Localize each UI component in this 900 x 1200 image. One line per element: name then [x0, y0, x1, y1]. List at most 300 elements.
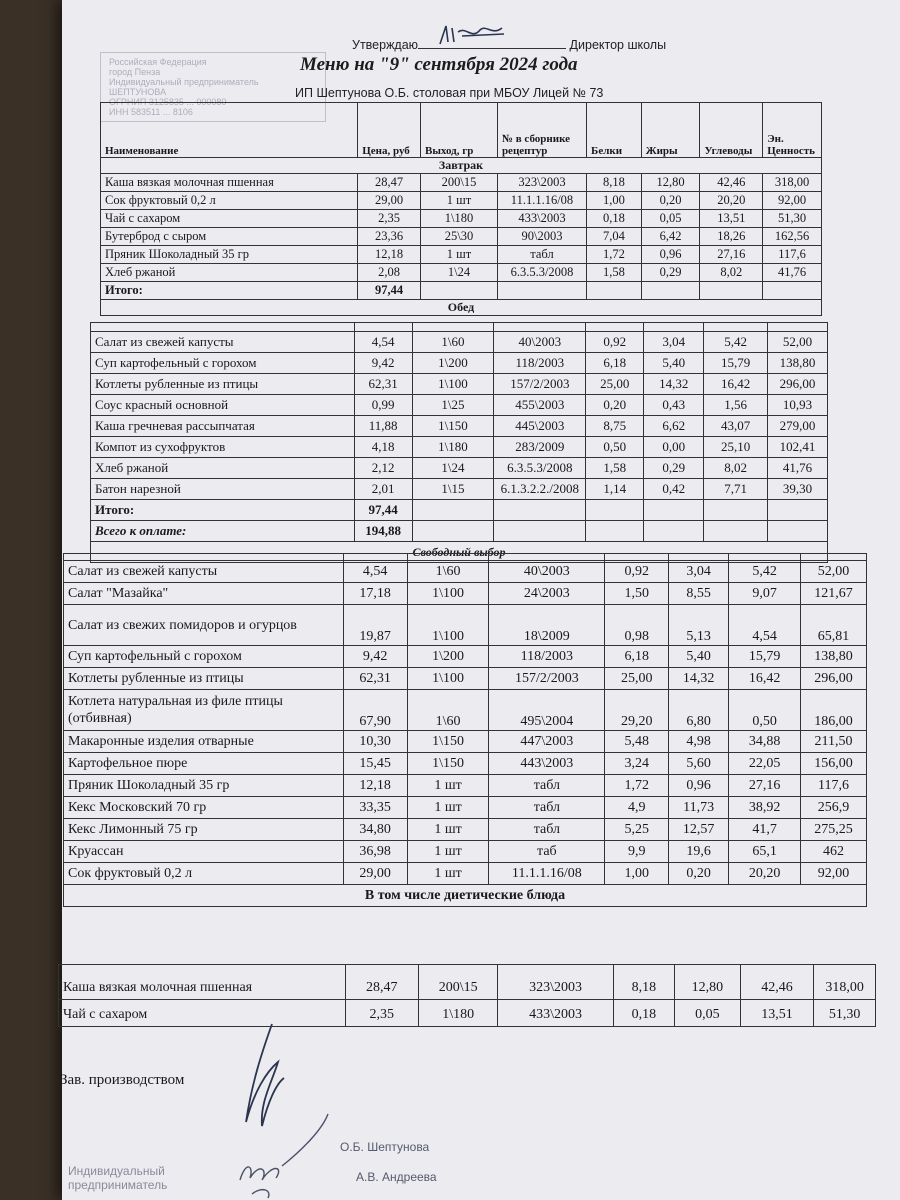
- dish-value: 29,20: [605, 690, 669, 731]
- dish-value: 11.1.1.16/08: [497, 192, 586, 210]
- dish-value: 8,18: [613, 965, 675, 1000]
- dish-value: 0,92: [586, 332, 644, 353]
- dish-value: 0,98: [605, 605, 669, 646]
- dish-value: 9,07: [729, 583, 801, 605]
- dish-value: 28,47: [358, 174, 421, 192]
- name-sheptunova: О.Б. Шептунова: [340, 1140, 430, 1154]
- table-row: [91, 437, 828, 458]
- dish-value: 23,36: [358, 228, 421, 246]
- total-label: Всего к оплате:: [91, 521, 355, 542]
- dish-value: 6,18: [605, 646, 669, 668]
- dish-value: 1\150: [412, 416, 494, 437]
- spacer-row: [91, 323, 828, 332]
- dish-value: 318,00: [814, 965, 876, 1000]
- empty-cell: [644, 521, 704, 542]
- empty-cell: [704, 500, 768, 521]
- dish-value: 13,51: [740, 1000, 813, 1027]
- dish-value: 15,45: [343, 753, 407, 775]
- dish-value: 1 шт: [407, 841, 489, 863]
- dish-value: 0,50: [586, 437, 644, 458]
- dish-value: 0,18: [613, 1000, 675, 1027]
- dish-value: 6,18: [586, 353, 644, 374]
- empty-cell: [700, 282, 763, 300]
- dish-value: 323\2003: [497, 174, 586, 192]
- dish-value: 162,56: [763, 228, 822, 246]
- dish-value: 5,42: [704, 332, 768, 353]
- dish-value: 275,25: [801, 819, 867, 841]
- dish-name: Салат "Мазайка": [64, 583, 344, 605]
- dish-value: 1\150: [407, 753, 489, 775]
- dish-value: 4,54: [343, 561, 407, 583]
- dish-value: 52,00: [801, 561, 867, 583]
- section-diet-label: В том числе диетические блюда: [64, 885, 867, 907]
- table-row: [101, 228, 822, 246]
- dish-value: 1\60: [412, 332, 494, 353]
- stamp-text: Российская Федерация: [109, 57, 207, 67]
- dish-value: 38,92: [729, 797, 801, 819]
- empty-cell: [763, 282, 822, 300]
- dish-value: 117,6: [801, 775, 867, 797]
- free-choice-table: [63, 553, 867, 907]
- dish-value: 433\2003: [498, 1000, 613, 1027]
- dish-value: 447\2003: [489, 731, 605, 753]
- dish-value: 10,93: [768, 395, 828, 416]
- dish-name: Котлеты рубленные из птицы: [64, 668, 344, 690]
- dish-value: 1\100: [407, 668, 489, 690]
- dish-value: 4,98: [669, 731, 729, 753]
- dish-value: 1\100: [407, 583, 489, 605]
- dish-value: 118/2003: [489, 646, 605, 668]
- table-row: [64, 819, 867, 841]
- dish-value: 41,76: [768, 458, 828, 479]
- dish-value: 118/2003: [494, 353, 586, 374]
- dish-value: 2,01: [354, 479, 412, 500]
- dish-value: 40\2003: [494, 332, 586, 353]
- dish-value: 65,81: [801, 605, 867, 646]
- dish-value: 1\25: [412, 395, 494, 416]
- dish-value: 121,67: [801, 583, 867, 605]
- dish-value: табл: [489, 797, 605, 819]
- dish-value: 296,00: [768, 374, 828, 395]
- dish-value: 138,80: [801, 646, 867, 668]
- dish-value: табл: [489, 775, 605, 797]
- dish-value: 102,41: [768, 437, 828, 458]
- dish-name: Каша вязкая молочная пшенная: [59, 965, 346, 1000]
- dish-value: 11,73: [669, 797, 729, 819]
- dish-value: 4,9: [605, 797, 669, 819]
- dish-value: 17,18: [343, 583, 407, 605]
- dish-value: 34,88: [729, 731, 801, 753]
- dish-value: 5,40: [644, 353, 704, 374]
- dish-value: 211,50: [801, 731, 867, 753]
- dish-value: 0,99: [354, 395, 412, 416]
- table-row: [91, 353, 828, 374]
- dish-value: 1,72: [587, 246, 642, 264]
- dish-value: 19,6: [669, 841, 729, 863]
- dish-name: Котлеты рубленные из птицы: [91, 374, 355, 395]
- total-label: Итого:: [91, 500, 355, 521]
- dish-value: 2,35: [345, 1000, 418, 1027]
- dish-name: Хлеб ржаной: [91, 458, 355, 479]
- dish-value: 9,42: [343, 646, 407, 668]
- total-label: Итого:: [101, 282, 358, 300]
- dish-value: 0,18: [587, 210, 642, 228]
- dish-value: 1 шт: [420, 246, 497, 264]
- table-row: [101, 174, 822, 192]
- dish-value: 318,00: [763, 174, 822, 192]
- table-row: [64, 646, 867, 668]
- dish-value: 296,00: [801, 668, 867, 690]
- dish-name: Сок фруктовый 0,2 л: [101, 192, 358, 210]
- dish-name: Чай с сахаром: [59, 1000, 346, 1027]
- director-signature: [432, 22, 512, 48]
- dish-value: 1,56: [704, 395, 768, 416]
- total-value: 97,44: [358, 282, 421, 300]
- dish-value: 90\2003: [497, 228, 586, 246]
- dish-value: таб: [489, 841, 605, 863]
- dish-value: табл: [489, 819, 605, 841]
- dish-value: 25,00: [586, 374, 644, 395]
- dish-value: 1,72: [605, 775, 669, 797]
- dish-value: 11.1.1.16/08: [489, 863, 605, 885]
- stamp-text: ИНН 583511 ... 8106: [109, 107, 193, 117]
- dish-value: 41,7: [729, 819, 801, 841]
- empty-cell: [586, 500, 644, 521]
- dish-value: 0,50: [729, 690, 801, 731]
- dish-value: 15,79: [704, 353, 768, 374]
- dish-value: 1\200: [407, 646, 489, 668]
- table-row: [91, 374, 828, 395]
- dish-value: 40\2003: [489, 561, 605, 583]
- dish-value: 27,16: [700, 246, 763, 264]
- table-row: [59, 965, 876, 1000]
- dish-name: Салат из свежей капусты: [64, 561, 344, 583]
- dish-value: 157/2/2003: [494, 374, 586, 395]
- dish-value: 0,92: [605, 561, 669, 583]
- dish-name: Чай с сахаром: [101, 210, 358, 228]
- table-row: [64, 668, 867, 690]
- dish-value: 62,31: [343, 668, 407, 690]
- dish-value: 462: [801, 841, 867, 863]
- dish-name: Соус красный основной: [91, 395, 355, 416]
- dish-name: Каша гречневая рассыпчатая: [91, 416, 355, 437]
- empty-cell: [420, 282, 497, 300]
- lunch-table: [90, 322, 828, 563]
- dish-name: Каша вязкая молочная пшенная: [101, 174, 358, 192]
- dish-value: 157/2/2003: [489, 668, 605, 690]
- dish-value: 14,32: [669, 668, 729, 690]
- dish-value: 62,31: [354, 374, 412, 395]
- dish-value: 279,00: [768, 416, 828, 437]
- dish-name: Батон нарезной: [91, 479, 355, 500]
- table-row: [64, 863, 867, 885]
- dish-value: 1 шт: [407, 775, 489, 797]
- dish-value: 27,16: [729, 775, 801, 797]
- dish-name: Кекс Лимонный 75 гр: [64, 819, 344, 841]
- dish-value: 10,30: [343, 731, 407, 753]
- table-row: [91, 332, 828, 353]
- dish-value: 15,79: [729, 646, 801, 668]
- signature-line: [418, 38, 566, 49]
- dish-value: 8,02: [700, 264, 763, 282]
- breakfast-table: [100, 102, 822, 316]
- dish-value: 12,18: [343, 775, 407, 797]
- dish-value: 29,00: [343, 863, 407, 885]
- dish-value: 6,42: [641, 228, 700, 246]
- dish-value: 36,98: [343, 841, 407, 863]
- dish-name: Картофельное пюре: [64, 753, 344, 775]
- dish-value: 283/2009: [494, 437, 586, 458]
- dish-value: 11,88: [354, 416, 412, 437]
- dish-value: 41,76: [763, 264, 822, 282]
- dish-value: 1,50: [605, 583, 669, 605]
- dish-value: 1\180: [420, 210, 497, 228]
- dish-value: 2,08: [358, 264, 421, 282]
- dish-value: 445\2003: [494, 416, 586, 437]
- menu-title: Меню на "9" сентября 2024 года: [300, 54, 578, 75]
- dish-value: 18,26: [700, 228, 763, 246]
- column-header: Эн. Ценность: [763, 103, 822, 158]
- dish-value: 5,40: [669, 646, 729, 668]
- dish-value: 1\100: [412, 374, 494, 395]
- total-row: [91, 521, 828, 542]
- spacer-row: [64, 554, 867, 561]
- dish-value: 1\60: [407, 561, 489, 583]
- dish-value: 29,00: [358, 192, 421, 210]
- dish-name: Сок фруктовый 0,2 л: [64, 863, 344, 885]
- menu-subtitle: ИП Шептунова О.Б. столовая при МБОУ Лицей № 73: [295, 86, 604, 100]
- dish-value: 1\24: [412, 458, 494, 479]
- table-row: [101, 210, 822, 228]
- dish-value: 24\2003: [489, 583, 605, 605]
- section-free-choice-label: Свободный выбор: [91, 542, 828, 563]
- dish-value: 8,18: [587, 174, 642, 192]
- dish-name: Пряник Шоколадный 35 гр: [64, 775, 344, 797]
- table-row: [64, 583, 867, 605]
- dish-value: 1,00: [587, 192, 642, 210]
- dish-value: 3,24: [605, 753, 669, 775]
- dish-value: 34,80: [343, 819, 407, 841]
- dish-value: 0,20: [669, 863, 729, 885]
- dish-value: 4,18: [354, 437, 412, 458]
- dish-name: Макаронные изделия отварные: [64, 731, 344, 753]
- dish-value: 5,60: [669, 753, 729, 775]
- stamp-text: Индивидуальный предприниматель: [109, 77, 259, 87]
- dish-value: 1\24: [420, 264, 497, 282]
- dish-value: 1,58: [587, 264, 642, 282]
- dish-value: 16,42: [729, 668, 801, 690]
- dish-value: 8,55: [669, 583, 729, 605]
- dish-value: 5,48: [605, 731, 669, 753]
- dish-value: 16,42: [704, 374, 768, 395]
- total-value: 194,88: [354, 521, 412, 542]
- column-header: № в сборнике рецептур: [497, 103, 586, 158]
- name-andreeva: А.В. Андреева: [356, 1170, 437, 1184]
- dish-value: 8,75: [586, 416, 644, 437]
- dish-value: 2,35: [358, 210, 421, 228]
- dish-value: 7,04: [587, 228, 642, 246]
- table-row: [64, 753, 867, 775]
- empty-cell: [768, 521, 828, 542]
- dish-value: 1 шт: [420, 192, 497, 210]
- dish-value: 9,42: [354, 353, 412, 374]
- column-header: Углеводы: [700, 103, 763, 158]
- entrepreneur-label: Индивидуальный предприниматель: [68, 1164, 168, 1192]
- dish-value: 14,32: [644, 374, 704, 395]
- table-row: [64, 731, 867, 753]
- dish-name: Суп картофельный с горохом: [91, 353, 355, 374]
- dish-value: 18\2009: [489, 605, 605, 646]
- dish-value: 67,90: [343, 690, 407, 731]
- dish-value: 25,00: [605, 668, 669, 690]
- empty-cell: [586, 521, 644, 542]
- dish-value: 1\150: [407, 731, 489, 753]
- dish-value: 6.3.5.3/2008: [494, 458, 586, 479]
- stamp-text: ОГРНИП 3125835 ... 000080: [109, 97, 227, 107]
- dish-value: 1,58: [586, 458, 644, 479]
- dish-value: 12,80: [641, 174, 700, 192]
- dish-value: 156,00: [801, 753, 867, 775]
- dish-value: 0,43: [644, 395, 704, 416]
- dish-value: 42,46: [740, 965, 813, 1000]
- dish-value: табл: [497, 246, 586, 264]
- dish-value: 0,20: [586, 395, 644, 416]
- dish-value: 1\100: [407, 605, 489, 646]
- dish-value: 22,05: [729, 753, 801, 775]
- dish-value: 6,62: [644, 416, 704, 437]
- dish-value: 1\180: [419, 1000, 498, 1027]
- dish-value: 0,05: [675, 1000, 741, 1027]
- dish-value: 20,20: [729, 863, 801, 885]
- dish-value: 92,00: [801, 863, 867, 885]
- column-header: Белки: [587, 103, 642, 158]
- dish-value: 2,12: [354, 458, 412, 479]
- table-row: [59, 1000, 876, 1027]
- total-row: [101, 282, 822, 300]
- dish-value: 25,10: [704, 437, 768, 458]
- empty-cell: [494, 521, 586, 542]
- table-row: [91, 395, 828, 416]
- table-row: [64, 561, 867, 583]
- dish-value: 65,1: [729, 841, 801, 863]
- dish-value: 1\15: [412, 479, 494, 500]
- dish-value: 0,05: [641, 210, 700, 228]
- dish-value: 1\60: [407, 690, 489, 731]
- column-header: Цена, руб: [358, 103, 421, 158]
- dish-value: 20,20: [700, 192, 763, 210]
- dish-value: 43,07: [704, 416, 768, 437]
- column-header: Наименование: [101, 103, 358, 158]
- dish-value: 443\2003: [489, 753, 605, 775]
- dish-value: 12,18: [358, 246, 421, 264]
- empty-cell: [412, 500, 494, 521]
- dish-value: 0,29: [641, 264, 700, 282]
- dish-value: 5,25: [605, 819, 669, 841]
- dish-name: Суп картофельный с горохом: [64, 646, 344, 668]
- dish-value: 28,47: [345, 965, 418, 1000]
- production-manager-label: Зав. производством: [60, 1072, 185, 1088]
- column-header-row: [101, 103, 822, 158]
- stamp-text: город Пенза: [109, 67, 161, 77]
- dish-value: 455\2003: [494, 395, 586, 416]
- empty-cell: [587, 282, 642, 300]
- dish-name: Салат из свежей капусты: [91, 332, 355, 353]
- dish-value: 6.3.5.3/2008: [497, 264, 586, 282]
- total-value: 97,44: [354, 500, 412, 521]
- stamp-text: ШЕПТУНОВА: [109, 87, 167, 97]
- dish-value: 5,42: [729, 561, 801, 583]
- dish-value: 12,57: [669, 819, 729, 841]
- dish-name: Круассан: [64, 841, 344, 863]
- table-row: [101, 246, 822, 264]
- table-row: [64, 690, 867, 731]
- table-row: [64, 841, 867, 863]
- dish-value: 117,6: [763, 246, 822, 264]
- dish-name: Салат из свежих помидоров и огурцов: [64, 605, 344, 646]
- dish-value: 9,9: [605, 841, 669, 863]
- dish-value: 186,00: [801, 690, 867, 731]
- dish-value: 1\200: [412, 353, 494, 374]
- empty-cell: [704, 521, 768, 542]
- table-row: [64, 775, 867, 797]
- dish-value: 4,54: [729, 605, 801, 646]
- dish-value: 51,30: [814, 1000, 876, 1027]
- column-header: Жиры: [641, 103, 700, 158]
- dish-value: 0,96: [641, 246, 700, 264]
- approval-line: Утверждаю Директор школы: [352, 38, 666, 52]
- dish-value: 92,00: [763, 192, 822, 210]
- table-row: [91, 458, 828, 479]
- dish-value: 200\15: [420, 174, 497, 192]
- dish-value: 323\2003: [498, 965, 613, 1000]
- signature-sheptunova: [232, 1110, 342, 1200]
- dish-value: 256,9: [801, 797, 867, 819]
- table-row: [101, 264, 822, 282]
- dish-value: 138,80: [768, 353, 828, 374]
- dish-value: 39,30: [768, 479, 828, 500]
- empty-cell: [497, 282, 586, 300]
- table-row: [64, 797, 867, 819]
- dish-value: 19,87: [343, 605, 407, 646]
- section-breakfast-label: Завтрак: [101, 158, 822, 174]
- table-row: [91, 416, 828, 437]
- dish-value: 495\2004: [489, 690, 605, 731]
- section-lunch-label: Обед: [101, 300, 822, 316]
- dish-value: 1,14: [586, 479, 644, 500]
- empty-cell: [644, 500, 704, 521]
- empty-cell: [412, 521, 494, 542]
- dish-value: 1 шт: [407, 797, 489, 819]
- dish-value: 12,80: [675, 965, 741, 1000]
- dish-value: 6.1.3.2.2./2008: [494, 479, 586, 500]
- empty-cell: [641, 282, 700, 300]
- dish-value: 33,35: [343, 797, 407, 819]
- dish-value: 5,13: [669, 605, 729, 646]
- dish-value: 4,54: [354, 332, 412, 353]
- diet-table: [58, 964, 876, 1027]
- dish-value: 25\30: [420, 228, 497, 246]
- dish-value: 0,20: [641, 192, 700, 210]
- dish-value: 3,04: [644, 332, 704, 353]
- dish-name: Котлета натуральная из филе птицы (отбивная): [64, 690, 344, 731]
- dish-value: 7,71: [704, 479, 768, 500]
- dish-value: 6,80: [669, 690, 729, 731]
- dish-value: 1\180: [412, 437, 494, 458]
- dish-value: 3,04: [669, 561, 729, 583]
- dish-name: Бутерброд с сыром: [101, 228, 358, 246]
- empty-cell: [494, 500, 586, 521]
- dish-name: Компот из сухофруктов: [91, 437, 355, 458]
